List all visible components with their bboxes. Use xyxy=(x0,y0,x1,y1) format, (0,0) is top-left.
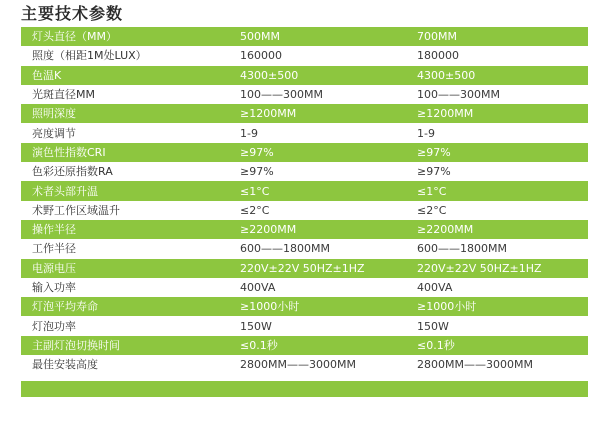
spec-label: 光斑直径MM xyxy=(21,85,229,104)
spec-value-700: 700MM xyxy=(406,27,588,46)
spec-label: 最佳安装高度 xyxy=(21,355,229,374)
spec-value-500: ≤0.1秒 xyxy=(229,336,406,355)
spec-value-500: ≥1000小时 xyxy=(229,297,406,316)
table-row xyxy=(21,220,588,239)
spec-label: 术者头部升温 xyxy=(21,181,229,200)
spec-label: 照明深度 xyxy=(21,104,229,123)
spec-label: 色彩还原指数RA xyxy=(21,162,229,181)
spec-label: 输入功率 xyxy=(21,278,229,297)
spec-value-500: 4300±500 xyxy=(229,66,406,85)
spec-value-700: ≥2200MM xyxy=(406,220,588,239)
spec-value-500: ≥1200MM xyxy=(229,104,406,123)
spec-value-700: 2800MM——3000MM xyxy=(406,355,588,374)
spec-label: 灯头直径（MM） xyxy=(21,27,229,46)
spec-value-700: ≥1000小时 xyxy=(406,297,588,316)
table-row xyxy=(21,316,588,335)
spec-value-700: 400VA xyxy=(406,278,588,297)
spec-value-700: ≥1200MM xyxy=(406,104,588,123)
spec-label: 工作半径 xyxy=(21,239,229,258)
spec-value-500: ≥97% xyxy=(229,162,406,181)
table-row xyxy=(21,162,588,181)
spec-value-500: 500MM xyxy=(229,27,406,46)
spec-label: 照度（相距1M处LUX） xyxy=(21,46,229,65)
spec-value-700: ≤0.1秒 xyxy=(406,336,588,355)
spec-value-500: 160000 xyxy=(229,46,406,65)
table-row xyxy=(21,278,588,297)
spec-value-500: 2800MM——3000MM xyxy=(229,355,406,374)
spec-value-500: 400VA xyxy=(229,278,406,297)
spec-value-700: 1-9 xyxy=(406,123,588,142)
table-row xyxy=(21,201,588,220)
spec-value-700: ≤2°C xyxy=(406,201,588,220)
spec-value-700: 180000 xyxy=(406,46,588,65)
spec-label: 灯泡平均寿命 xyxy=(21,297,229,316)
spec-value-500: 220V±22V 50HZ±1HZ xyxy=(229,259,406,278)
spec-value-500: 1-9 xyxy=(229,123,406,142)
table-row xyxy=(21,181,588,200)
spec-value-500: 150W xyxy=(229,316,406,335)
spec-value-700: ≥97% xyxy=(406,143,588,162)
spec-value-500: ≥2200MM xyxy=(229,220,406,239)
spec-value-700: 100——300MM xyxy=(406,85,588,104)
spec-value-700: 600——1800MM xyxy=(406,239,588,258)
table-row xyxy=(21,66,588,85)
table-row xyxy=(21,259,588,278)
spec-label: 演色性指数CRI xyxy=(21,143,229,162)
spec-value-700: 220V±22V 50HZ±1HZ xyxy=(406,259,588,278)
table-row xyxy=(21,336,588,355)
table-row xyxy=(21,239,588,258)
spec-label: 灯泡功率 xyxy=(21,316,229,335)
spec-label: 术野工作区域温升 xyxy=(21,201,229,220)
table-row xyxy=(21,27,588,46)
spec-value-500: 100——300MM xyxy=(229,85,406,104)
spec-label: 色温K xyxy=(21,66,229,85)
spec-label: 电源电压 xyxy=(21,259,229,278)
spec-value-700: ≥97% xyxy=(406,162,588,181)
footer-bar xyxy=(21,381,588,397)
spec-value-500: ≤2°C xyxy=(229,201,406,220)
table-row xyxy=(21,297,588,316)
table-row xyxy=(21,123,588,142)
table-row xyxy=(21,143,588,162)
spec-label: 操作半径 xyxy=(21,220,229,239)
spec-value-700: 4300±500 xyxy=(406,66,588,85)
spec-value-700: ≤1°C xyxy=(406,181,588,200)
spec-value-700: 150W xyxy=(406,316,588,335)
spec-label: 主副灯泡切换时间 xyxy=(21,336,229,355)
table-row xyxy=(21,85,588,104)
table-row xyxy=(21,355,588,374)
page-title: 主要技术参数 xyxy=(21,4,124,23)
spec-label: 亮度调节 xyxy=(21,123,229,142)
spec-value-500: ≤1°C xyxy=(229,181,406,200)
spec-table-body xyxy=(21,27,588,374)
spec-table xyxy=(21,27,588,374)
table-row xyxy=(21,46,588,65)
table-row xyxy=(21,104,588,123)
spec-value-500: 600——1800MM xyxy=(229,239,406,258)
spec-value-500: ≥97% xyxy=(229,143,406,162)
